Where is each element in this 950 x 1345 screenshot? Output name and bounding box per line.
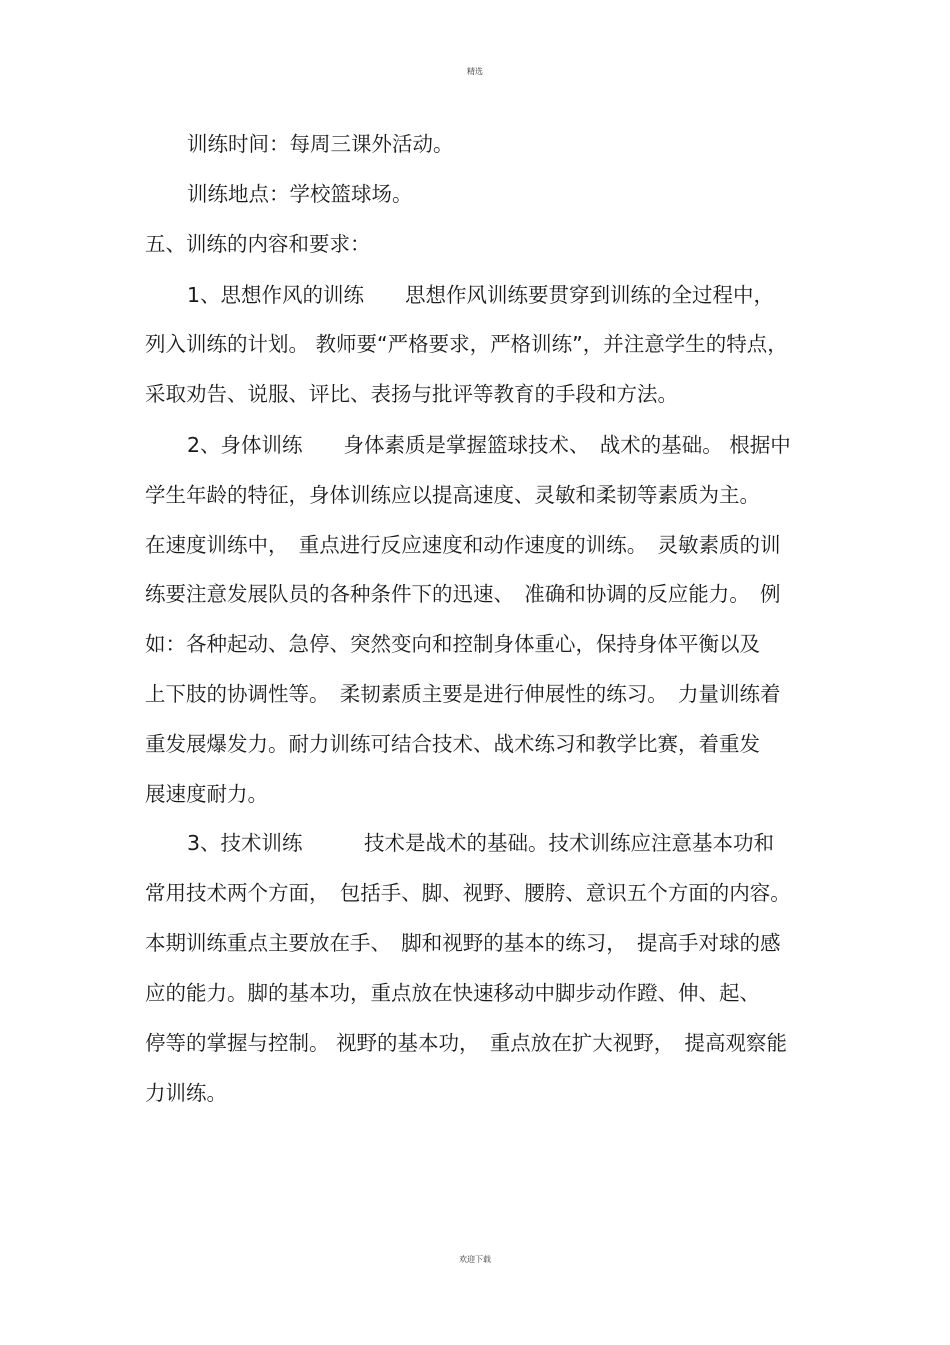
paragraph-3-line-4: 应的能力。脚的基本功，重点放在快速移动中脚步动作蹬、伸、起、 <box>145 981 760 1005</box>
paragraph-2-line-1: 2、身体训练 身体素质是掌握篮球技术、 战术的基础。 根据中 <box>187 433 791 457</box>
paragraph-3-line-2: 常用技术两个方面， 包括手、脚、视野、腰胯、意识五个方面的内容。 <box>145 881 791 905</box>
paragraph-2-line-7: 重发展爆发力。耐力训练可结合技术、战术练习和教学比赛，着重发 <box>145 732 760 756</box>
training-time-line: 训练时间：每周三课外活动。 <box>187 132 454 156</box>
paragraph-3-line-5: 停等的掌握与控制。 视野的基本功， 重点放在扩大视野， 提高观察能 <box>145 1031 788 1055</box>
paragraph-1-line-3: 采取劝告、说服、评比、表扬与批评等教育的手段和方法。 <box>145 382 678 406</box>
paragraph-2-line-8: 展速度耐力。 <box>145 782 268 806</box>
training-location-line: 训练地点：学校篮球场。 <box>187 182 413 206</box>
paragraph-2-line-3: 在速度训练中， 重点进行反应速度和动作速度的训练。 灵敏素质的训 <box>145 533 781 557</box>
section-five-heading: 五、训练的内容和要求： <box>145 232 371 256</box>
paragraph-2-line-4: 练要注意发展队员的各种条件下的迅速、 准确和协调的反应能力。 例 <box>145 582 781 606</box>
paragraph-1-line-1: 1、思想作风的训练 思想作风训练要贯穿到训练的全过程中， <box>187 283 775 307</box>
paragraph-3-line-1: 3、技术训练 技术是战术的基础。技术训练应注意基本功和 <box>187 831 775 855</box>
paragraph-1-line-2: 列入训练的计划。 教师要“严格要求，严格训练”，并注意学生的特点， <box>145 332 788 356</box>
paragraph-2-line-2: 学生年龄的特征，身体训练应以提高速度、灵敏和柔韧等素质为主。 <box>145 483 760 507</box>
paragraph-3-line-6: 力训练。 <box>145 1081 227 1105</box>
page-header: 精选 <box>467 67 483 76</box>
page-footer: 欢迎下载 <box>459 1255 491 1264</box>
paragraph-2-line-5: 如：各种起动、急停、突然变向和控制身体重心，保持身体平衡以及 <box>145 632 760 656</box>
paragraph-2-line-6: 上下肢的协调性等。 柔韧素质主要是进行伸展性的练习。 力量训练着 <box>145 682 781 706</box>
paragraph-3-line-3: 本期训练重点主要放在手、 脚和视野的基本的练习， 提高手对球的感 <box>145 931 781 955</box>
